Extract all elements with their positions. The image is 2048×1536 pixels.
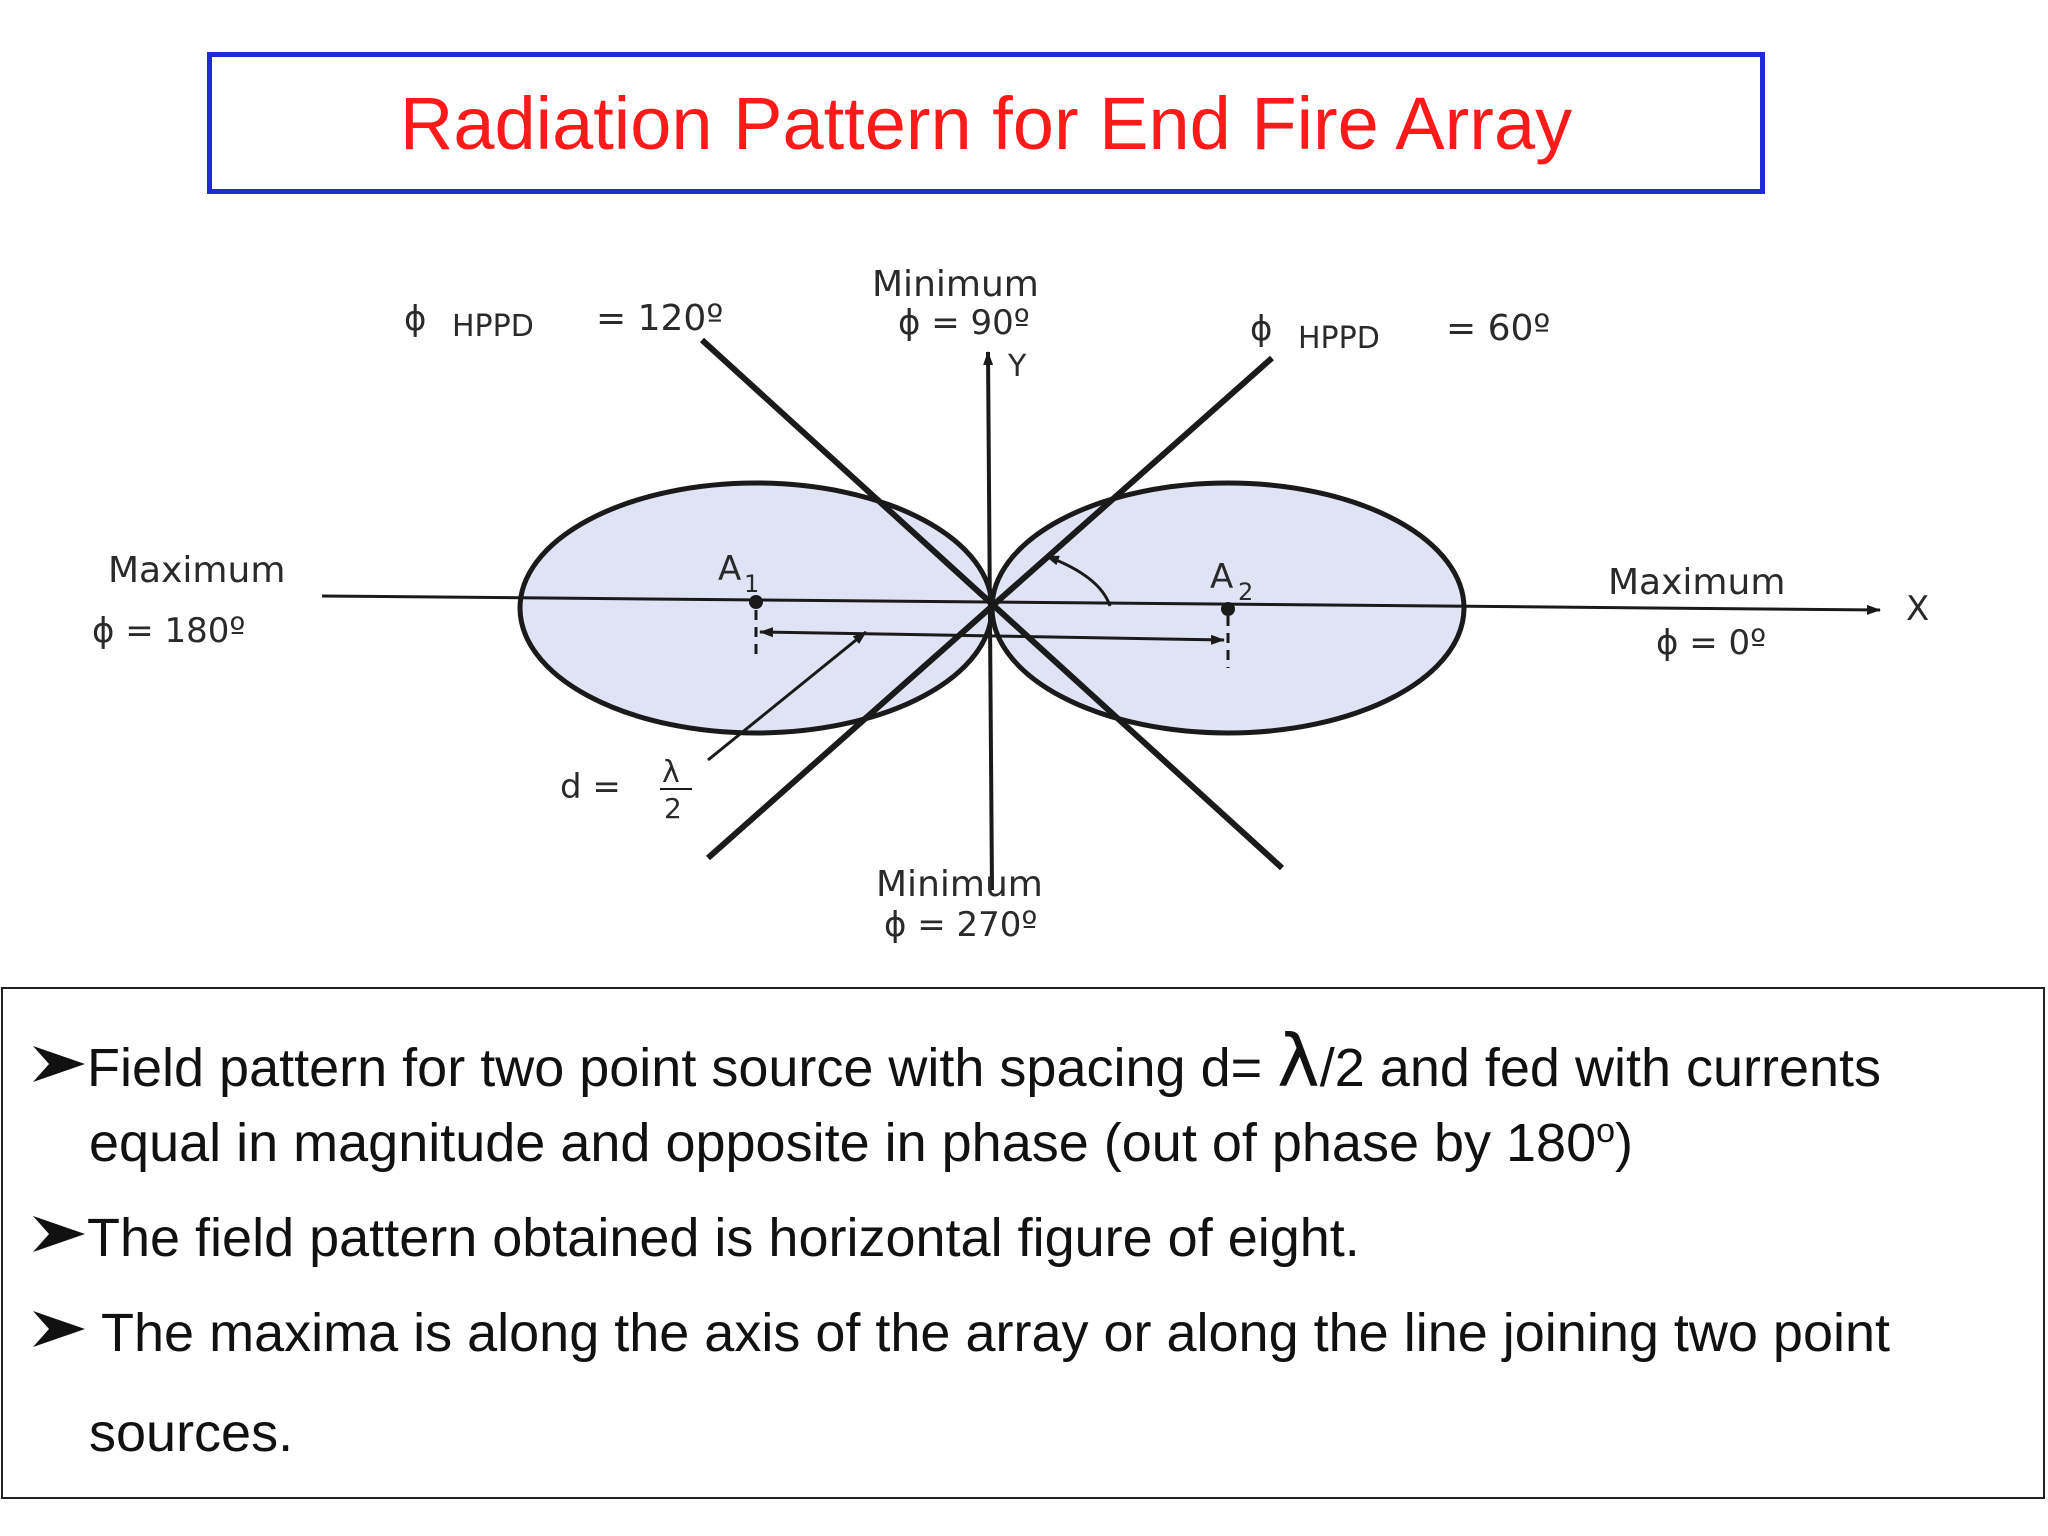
right-phi-label: ϕ = 0º [1656,623,1767,663]
bullet-1-text-b: /2 and fed with currents [1319,1038,1882,1098]
arrow-bullet-icon [31,1042,87,1086]
two-label: 2 [664,792,682,825]
degree-superscript: o [1596,1112,1616,1150]
bullet-1 [31,1019,1881,1103]
bullet-3-text: The maxima is along the axis of the array or along the line joining two point [87,1303,1891,1363]
x-axis-label: X [1906,589,1930,629]
bottom-minimum-label: Minimum [876,864,1043,905]
bullet-3-line-2 [89,1402,293,1464]
y-axis [988,352,992,890]
a2-subscript: 2 [1238,578,1254,606]
top-phi-label: ϕ = 90º [898,303,1030,343]
bullet-3 [31,1302,1890,1364]
bullet-1-lambda: λ [1277,1019,1320,1103]
phi-symbol: ϕ [404,299,427,339]
lambda-label: λ [662,755,680,790]
a1-label: A [718,549,742,589]
hppd-value-right: = 60º [1446,308,1551,349]
bottom-phi-label: ϕ = 270º [884,905,1038,945]
left-maximum-label: Maximum [108,550,286,591]
d-label: d = [560,767,621,807]
hppd-label-left: HPPD [452,309,534,344]
left-phi-label: ϕ = 180º [92,611,246,651]
bullet-1-line-2-text: equal in magnitude and opposite in phase (out of phase by 180 [89,1113,1597,1173]
bullet-1-line-2-end: ) [1615,1113,1634,1173]
right-maximum-label: Maximum [1608,562,1786,603]
slide-title: Radiation Pattern for End Fire Array [399,81,1573,165]
arrow-bullet-icon [31,1212,87,1256]
description-box [1,987,2045,1499]
bullet-2-text: The field pattern obtained is horizontal figure of eight. [87,1208,1360,1268]
bullet-2 [31,1207,1360,1269]
phi-symbol: ϕ [1250,309,1273,349]
hppd-value-left: = 120º [596,298,724,339]
source-a2-point [1221,602,1235,616]
bullet-3-line-2-text: sources. [89,1403,294,1463]
a2-label: A [1210,557,1234,597]
arrow-bullet-icon [31,1307,87,1351]
y-axis-label: Y [1008,349,1027,384]
bullet-1-text-a: Field pattern for two point source with spacing d= [87,1038,1278,1098]
a1-subscript: 1 [744,570,760,598]
top-minimum-label: Minimum [872,264,1039,305]
bullet-1-line-2 [89,1112,1633,1174]
hppd-label-right: HPPD [1298,321,1380,356]
